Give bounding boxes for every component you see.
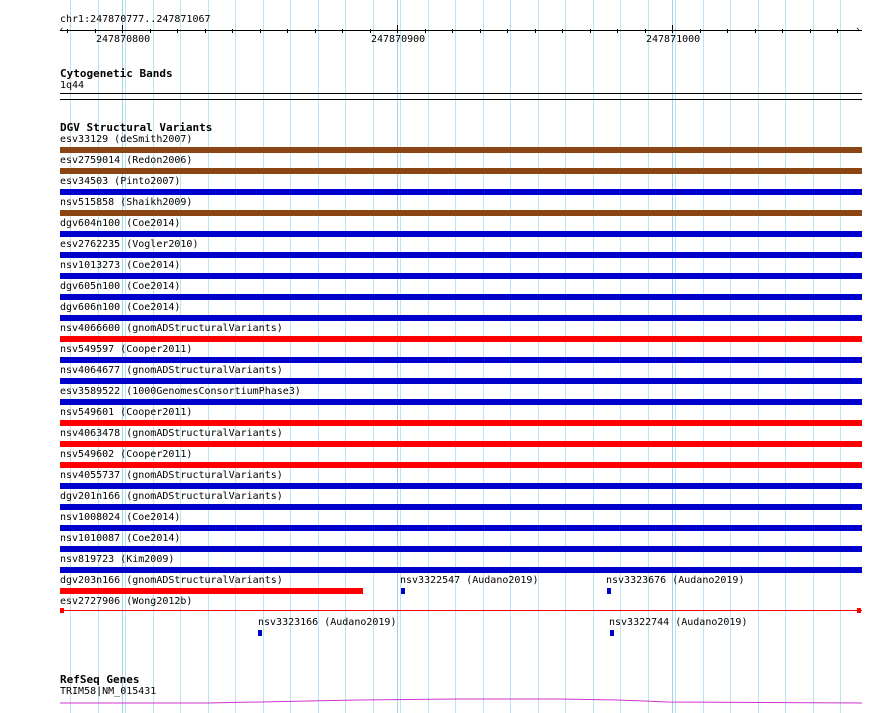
cytoband-band-top[interactable]: [60, 93, 862, 94]
ruler-minor-tick: [590, 29, 591, 33]
variant-label: nsv4055737 (gnomADStructuralVariants): [60, 470, 283, 481]
ruler-minor-tick: [95, 29, 96, 33]
ruler-label: 247870900: [371, 34, 426, 45]
ruler-minor-tick: [177, 29, 178, 33]
variant-label: esv2727906 (Wong2012b): [60, 596, 193, 607]
variant-label: nsv549601 (Cooper2011): [60, 407, 193, 418]
variant-label: dgv605n100 (Coe2014): [60, 281, 181, 292]
refseq-gene-model[interactable]: [58, 694, 864, 706]
variant-bar[interactable]: [60, 147, 862, 153]
variant-bar[interactable]: [60, 588, 363, 594]
variant-label: dgv604n100 (Coe2014): [60, 218, 181, 229]
variant-bar[interactable]: [60, 252, 862, 258]
ruler-minor-tick: [727, 29, 728, 33]
track-title-cytoband: Cytogenetic Bands: [60, 67, 173, 80]
ruler-minor-tick: [480, 29, 481, 33]
variant-label: nsv1008024 (Coe2014): [60, 512, 181, 523]
variant-label: esv3589522 (1000GenomesConsortiumPhase3): [60, 386, 301, 397]
variant-bar[interactable]: [60, 189, 862, 195]
ruler-minor-tick: [810, 29, 811, 33]
track-title-dgv: DGV Structural Variants: [60, 121, 213, 134]
variant-label: dgv201n166 (gnomADStructuralVariants): [60, 491, 283, 502]
variant-bar[interactable]: [60, 567, 862, 573]
refseq-gene-label: TRIM58|NM_015431: [60, 686, 157, 697]
ruler-minor-tick: [425, 29, 426, 33]
variant-label: nsv3323676 (Audano2019): [606, 575, 745, 586]
ruler-minor-tick: [342, 29, 343, 33]
variant-bar[interactable]: [60, 483, 862, 489]
variant-bar[interactable]: [258, 630, 262, 636]
ruler-minor-tick: [507, 29, 508, 33]
ruler-minor-tick: [562, 29, 563, 33]
variant-label: esv33129 (deSmith2007): [60, 134, 193, 145]
variant-bar[interactable]: [610, 630, 614, 636]
ruler-major-tick: [672, 25, 673, 33]
ruler-major-tick: [122, 25, 123, 33]
ruler-minor-tick: [150, 29, 151, 33]
variant-bar[interactable]: [60, 420, 862, 426]
variant-label: dgv203n166 (gnomADStructuralVariants): [60, 575, 283, 586]
variant-bar[interactable]: [60, 231, 862, 237]
ruler-label: 247870800: [96, 34, 151, 45]
variant-bar[interactable]: [60, 315, 862, 321]
ruler-minor-tick: [452, 29, 453, 33]
variant-label: nsv1010087 (Coe2014): [60, 533, 181, 544]
variant-label: nsv4063478 (gnomADStructuralVariants): [60, 428, 283, 439]
cytoband-label: 1q44: [60, 80, 85, 91]
variant-label: nsv549602 (Cooper2011): [60, 449, 193, 460]
ruler-minor-tick: [205, 29, 206, 33]
ruler-major-tick: [397, 25, 398, 33]
variant-label: esv2762235 (Vogler2010): [60, 239, 199, 250]
ruler-minor-tick: [370, 29, 371, 33]
variant-bar[interactable]: [60, 525, 862, 531]
variant-bar[interactable]: [60, 504, 862, 510]
variant-label: esv2759014 (Redon2006): [60, 155, 193, 166]
ruler-minor-tick: [837, 29, 838, 33]
ruler-line[interactable]: [60, 30, 862, 31]
variant-label: nsv1013273 (Coe2014): [60, 260, 181, 271]
variant-line[interactable]: [60, 610, 862, 611]
ruler-minor-tick: [535, 29, 536, 33]
variant-bar[interactable]: [60, 336, 862, 342]
cytoband-band-bottom[interactable]: [60, 99, 862, 100]
variant-bar[interactable]: [60, 399, 862, 405]
variant-label: nsv3322547 (Audano2019): [400, 575, 539, 586]
ruler-label: 247871000: [646, 34, 701, 45]
ruler-minor-tick: [617, 29, 618, 33]
ruler-minor-tick: [315, 29, 316, 33]
ruler-minor-tick: [700, 29, 701, 33]
variant-label: nsv3322744 (Audano2019): [609, 617, 748, 628]
variant-bar[interactable]: [60, 357, 862, 363]
variant-bar[interactable]: [401, 588, 405, 594]
variant-label: nsv515858 (Shaikh2009): [60, 197, 193, 208]
variant-end-marker: [857, 608, 861, 613]
ruler-minor-tick: [260, 29, 261, 33]
variant-bar[interactable]: [60, 462, 862, 468]
ruler-minor-tick: [755, 29, 756, 33]
variant-label: nsv4064677 (gnomADStructuralVariants): [60, 365, 283, 376]
variant-bar[interactable]: [60, 441, 862, 447]
ruler-left-arrow-icon: ‹: [59, 25, 65, 35]
variant-bar[interactable]: [60, 546, 862, 552]
ruler-minor-tick: [645, 29, 646, 33]
ruler-minor-tick: [67, 29, 68, 33]
variant-label: nsv4066600 (gnomADStructuralVariants): [60, 323, 283, 334]
variant-label: nsv549597 (Cooper2011): [60, 344, 193, 355]
variant-label: dgv606n100 (Coe2014): [60, 302, 181, 313]
variant-end-marker: [60, 608, 64, 613]
ruler-minor-tick: [287, 29, 288, 33]
variant-label: nsv3323166 (Audano2019): [258, 617, 397, 628]
ruler-right-arrow-icon: ›: [855, 25, 861, 35]
variant-bar[interactable]: [60, 210, 862, 216]
variant-bar[interactable]: [60, 294, 862, 300]
ruler-minor-tick: [782, 29, 783, 33]
variant-bar[interactable]: [60, 378, 862, 384]
ruler-minor-tick: [232, 29, 233, 33]
variant-label: nsv819723 (Kim2009): [60, 554, 175, 565]
variant-bar[interactable]: [60, 273, 862, 279]
variant-bar[interactable]: [607, 588, 611, 594]
variant-bar[interactable]: [60, 168, 862, 174]
track-title-refseq: RefSeq Genes: [60, 673, 140, 686]
variant-label: esv34503 (Pinto2007): [60, 176, 181, 187]
locus-label: chr1:247870777..247871067: [60, 14, 211, 25]
